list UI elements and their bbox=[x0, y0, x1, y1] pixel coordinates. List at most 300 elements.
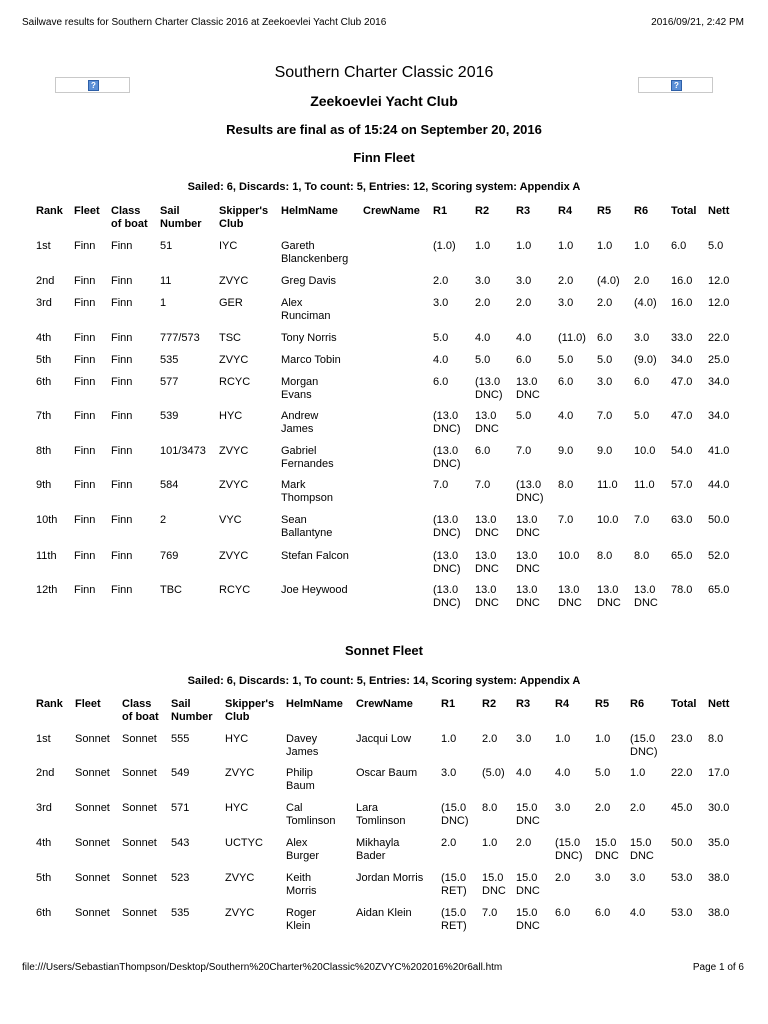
cell-r5: 5.0 bbox=[597, 354, 613, 366]
column-header-r5: R5 bbox=[597, 205, 612, 217]
cell-total: 63.0 bbox=[671, 514, 693, 526]
cell-total: 33.0 bbox=[671, 332, 693, 344]
cell-helm-name: Keith Morris bbox=[286, 872, 317, 897]
cell-club: ZVYC bbox=[225, 872, 255, 884]
column-header-r2: R2 bbox=[482, 698, 497, 710]
cell-r4: 5.0 bbox=[558, 354, 574, 366]
cell-r1: (13.0 DNC) bbox=[433, 514, 461, 539]
cell-r6: (15.0 DNC) bbox=[630, 733, 658, 758]
column-header-fleet: Fleet bbox=[74, 205, 100, 217]
column-header-r1: R1 bbox=[441, 698, 456, 710]
cell-class: Sonnet bbox=[122, 802, 157, 814]
cell-helm-name: Joe Heywood bbox=[281, 584, 348, 596]
cell-fleet: Finn bbox=[74, 479, 96, 491]
column-header-r3: R3 bbox=[516, 205, 531, 217]
cell-r4: 3.0 bbox=[558, 297, 574, 309]
cell-rank: 4th bbox=[36, 332, 52, 344]
cell-r5: 3.0 bbox=[595, 872, 611, 884]
cell-nett: 8.0 bbox=[708, 733, 724, 745]
cell-fleet: Finn bbox=[74, 410, 96, 422]
cell-r4: 10.0 bbox=[558, 550, 580, 562]
cell-club: ZVYC bbox=[219, 445, 249, 457]
cell-sail-number: 549 bbox=[171, 767, 190, 779]
column-header-club: Skipper's Club bbox=[225, 698, 275, 723]
column-header-total: Total bbox=[671, 205, 697, 217]
cell-crew-name: Jacqui Low bbox=[356, 733, 412, 745]
cell-class: Sonnet bbox=[122, 733, 157, 745]
column-header-r6: R6 bbox=[630, 698, 645, 710]
cell-r5: 2.0 bbox=[595, 802, 611, 814]
cell-rank: 8th bbox=[36, 445, 52, 457]
cell-r3: 3.0 bbox=[516, 733, 532, 745]
cell-club: RCYC bbox=[219, 584, 251, 596]
cell-r4: 6.0 bbox=[555, 907, 571, 919]
cell-class: Finn bbox=[111, 410, 133, 422]
cell-rank: 3rd bbox=[36, 802, 52, 814]
cell-class: Finn bbox=[111, 445, 133, 457]
cell-r2: 5.0 bbox=[475, 354, 491, 366]
cell-fleet: Sonnet bbox=[75, 907, 110, 919]
event-title: Southern Charter Classic 2016 bbox=[274, 64, 494, 81]
venue-name: Zeekoevlei Yacht Club bbox=[310, 93, 458, 109]
cell-helm-name: Tony Norris bbox=[281, 332, 337, 344]
cell-total: 16.0 bbox=[671, 275, 693, 287]
cell-rank: 5th bbox=[36, 354, 52, 366]
cell-club: HYC bbox=[225, 802, 249, 814]
cell-r1: 1.0 bbox=[441, 733, 457, 745]
cell-r6: (4.0) bbox=[634, 297, 657, 309]
column-header-total: Total bbox=[671, 698, 697, 710]
cell-r3: 4.0 bbox=[516, 332, 532, 344]
cell-total: 23.0 bbox=[671, 733, 693, 745]
cell-r4: 9.0 bbox=[558, 445, 574, 457]
cell-rank: 1st bbox=[36, 733, 51, 745]
cell-total: 54.0 bbox=[671, 445, 693, 457]
cell-r4: 7.0 bbox=[558, 514, 574, 526]
column-header-nett: Nett bbox=[708, 205, 730, 217]
cell-r1: 2.0 bbox=[433, 275, 449, 287]
column-header-r6: R6 bbox=[634, 205, 649, 217]
cell-class: Finn bbox=[111, 297, 133, 309]
help-icon: ? bbox=[88, 80, 99, 91]
cell-fleet: Finn bbox=[74, 550, 96, 562]
file-path: file:///Users/SebastianThompson/Desktop/Southern%20Charter%20Classic%20ZVYC%202016%20r6all.htm bbox=[22, 962, 503, 973]
column-header-helm-name: HelmName bbox=[286, 698, 343, 710]
cell-crew-name: Oscar Baum bbox=[356, 767, 418, 779]
column-header-class: Class of boat bbox=[111, 205, 148, 230]
cell-nett: 17.0 bbox=[708, 767, 730, 779]
cell-rank: 5th bbox=[36, 872, 52, 884]
cell-r1: (13.0 DNC) bbox=[433, 445, 461, 470]
cell-sail-number: 535 bbox=[160, 354, 179, 366]
cell-club: GER bbox=[219, 297, 243, 309]
cell-r2: 7.0 bbox=[482, 907, 498, 919]
cell-nett: 38.0 bbox=[708, 872, 730, 884]
cell-r2: 3.0 bbox=[475, 275, 491, 287]
cell-club: ZVYC bbox=[225, 907, 255, 919]
cell-fleet: Finn bbox=[74, 297, 96, 309]
cell-r2: 13.0 DNC bbox=[475, 550, 499, 575]
cell-r3: 15.0 DNC bbox=[516, 907, 540, 932]
cell-fleet: Finn bbox=[74, 332, 96, 344]
cell-total: 6.0 bbox=[671, 240, 687, 252]
cell-rank: 7th bbox=[36, 410, 52, 422]
cell-club: RCYC bbox=[219, 376, 251, 388]
cell-sail-number: 571 bbox=[171, 802, 190, 814]
cell-nett: 65.0 bbox=[708, 584, 730, 596]
cell-r6: 10.0 bbox=[634, 445, 656, 457]
cell-r3: 13.0 DNC bbox=[516, 550, 540, 575]
column-header-sail-number: Sail Number bbox=[171, 698, 213, 723]
column-header-rank: Rank bbox=[36, 698, 63, 710]
cell-r2: 2.0 bbox=[482, 733, 498, 745]
cell-fleet: Finn bbox=[74, 354, 96, 366]
cell-r1: 7.0 bbox=[433, 479, 449, 491]
cell-sail-number: 2 bbox=[160, 514, 167, 526]
cell-helm-name: Davey James bbox=[286, 733, 319, 758]
column-header-crew-name: CrewName bbox=[363, 205, 420, 217]
cell-sail-number: TBC bbox=[160, 584, 182, 596]
cell-r6: 2.0 bbox=[630, 802, 646, 814]
cell-r3: 3.0 bbox=[516, 275, 532, 287]
cell-r2: 7.0 bbox=[475, 479, 491, 491]
cell-nett: 35.0 bbox=[708, 837, 730, 849]
cell-r5: 10.0 bbox=[597, 514, 619, 526]
cell-sail-number: 11 bbox=[160, 275, 172, 287]
cell-r2: 8.0 bbox=[482, 802, 498, 814]
column-header-class: Class of boat bbox=[122, 698, 159, 723]
cell-sail-number: 577 bbox=[160, 376, 179, 388]
cell-total: 57.0 bbox=[671, 479, 693, 491]
cell-r6: 11.0 bbox=[634, 479, 655, 491]
cell-sail-number: 535 bbox=[171, 907, 190, 919]
cell-r1: (13.0 DNC) bbox=[433, 410, 461, 435]
cell-rank: 1st bbox=[36, 240, 51, 252]
cell-rank: 2nd bbox=[36, 275, 55, 287]
cell-nett: 44.0 bbox=[708, 479, 730, 491]
cell-r6: 8.0 bbox=[634, 550, 650, 562]
cell-nett: 52.0 bbox=[708, 550, 730, 562]
cell-total: 16.0 bbox=[671, 297, 693, 309]
cell-fleet: Sonnet bbox=[75, 802, 110, 814]
cell-class: Finn bbox=[111, 240, 133, 252]
column-header-fleet: Fleet bbox=[75, 698, 101, 710]
cell-r2: 6.0 bbox=[475, 445, 491, 457]
cell-r2: 4.0 bbox=[475, 332, 491, 344]
cell-rank: 3rd bbox=[36, 297, 52, 309]
cell-r5: 7.0 bbox=[597, 410, 613, 422]
cell-class: Sonnet bbox=[122, 837, 157, 849]
cell-total: 34.0 bbox=[671, 354, 693, 366]
cell-r6: 7.0 bbox=[634, 514, 650, 526]
cell-helm-name: Greg Davis bbox=[281, 275, 337, 287]
cell-sail-number: 543 bbox=[171, 837, 190, 849]
column-header-r3: R3 bbox=[516, 698, 531, 710]
cell-class: Finn bbox=[111, 332, 133, 344]
cell-sail-number: 769 bbox=[160, 550, 179, 562]
cell-total: 22.0 bbox=[671, 767, 693, 779]
cell-r4: 4.0 bbox=[558, 410, 574, 422]
cell-r2: 15.0 DNC bbox=[482, 872, 506, 897]
cell-helm-name: Mark Thompson bbox=[281, 479, 333, 504]
cell-r4: 13.0 DNC bbox=[558, 584, 582, 609]
cell-helm-name: Roger Klein bbox=[286, 907, 316, 932]
cell-r4: 2.0 bbox=[555, 872, 571, 884]
cell-r3: 6.0 bbox=[516, 354, 532, 366]
help-icon: ? bbox=[671, 80, 682, 91]
cell-r1: 3.0 bbox=[441, 767, 457, 779]
column-header-club: Skipper's Club bbox=[219, 205, 269, 230]
cell-r3: 2.0 bbox=[516, 837, 532, 849]
column-header-crew-name: CrewName bbox=[356, 698, 413, 710]
cell-club: HYC bbox=[219, 410, 243, 422]
cell-total: 50.0 bbox=[671, 837, 693, 849]
cell-class: Finn bbox=[111, 275, 133, 287]
cell-fleet: Sonnet bbox=[75, 767, 110, 779]
cell-rank: 6th bbox=[36, 907, 52, 919]
cell-helm-name: Cal Tomlinson bbox=[286, 802, 336, 827]
cell-crew-name: Aidan Klein bbox=[356, 907, 412, 919]
cell-sail-number: 539 bbox=[160, 410, 179, 422]
cell-nett: 34.0 bbox=[708, 376, 730, 388]
cell-nett: 38.0 bbox=[708, 907, 730, 919]
cell-r4: 2.0 bbox=[558, 275, 574, 287]
page-number: Page 1 of 6 bbox=[692, 962, 744, 973]
cell-crew-name: Mikhayla Bader bbox=[356, 837, 400, 862]
cell-helm-name: Philip Baum bbox=[286, 767, 315, 792]
cell-helm-name: Gareth Blanckenberg bbox=[281, 240, 349, 265]
cell-r2: (5.0) bbox=[482, 767, 505, 779]
cell-helm-name: Sean Ballantyne bbox=[281, 514, 333, 539]
cell-r5: (4.0) bbox=[597, 275, 620, 287]
cell-crew-name: Jordan Morris bbox=[356, 872, 424, 884]
cell-fleet: Sonnet bbox=[75, 837, 110, 849]
cell-r3: (13.0 DNC) bbox=[516, 479, 544, 504]
cell-club: ZVYC bbox=[219, 275, 249, 287]
cell-nett: 30.0 bbox=[708, 802, 730, 814]
cell-r5: 11.0 bbox=[597, 479, 618, 491]
cell-r2: 2.0 bbox=[475, 297, 491, 309]
cell-club: HYC bbox=[225, 733, 249, 745]
cell-helm-name: Stefan Falcon bbox=[281, 550, 349, 562]
cell-rank: 10th bbox=[36, 514, 58, 526]
cell-class: Finn bbox=[111, 584, 133, 596]
cell-r1: (13.0 DNC) bbox=[433, 550, 461, 575]
cell-nett: 22.0 bbox=[708, 332, 730, 344]
cell-r4: (15.0 DNC) bbox=[555, 837, 583, 862]
cell-fleet: Finn bbox=[74, 376, 96, 388]
cell-sail-number: 777/573 bbox=[160, 332, 200, 344]
cell-r5: 3.0 bbox=[597, 376, 613, 388]
cell-r3: 13.0 DNC bbox=[516, 514, 540, 539]
cell-nett: 34.0 bbox=[708, 410, 730, 422]
cell-sail-number: 555 bbox=[171, 733, 190, 745]
cell-sail-number: 51 bbox=[160, 240, 173, 252]
column-header-r5: R5 bbox=[595, 698, 610, 710]
cell-r1: 3.0 bbox=[433, 297, 449, 309]
cell-club: IYC bbox=[219, 240, 238, 252]
cell-club: ZVYC bbox=[219, 550, 249, 562]
cell-r3: 15.0 DNC bbox=[516, 802, 540, 827]
cell-nett: 5.0 bbox=[708, 240, 724, 252]
column-header-helm-name: HelmName bbox=[281, 205, 338, 217]
cell-club: UCTYC bbox=[225, 837, 263, 849]
cell-r5: 5.0 bbox=[595, 767, 611, 779]
cell-r4: 6.0 bbox=[558, 376, 574, 388]
cell-r3: 13.0 DNC bbox=[516, 584, 540, 609]
cell-fleet: Finn bbox=[74, 240, 96, 252]
cell-fleet: Finn bbox=[74, 445, 96, 457]
cell-helm-name: Gabriel Fernandes bbox=[281, 445, 334, 470]
cell-r5: 6.0 bbox=[597, 332, 613, 344]
cell-r5: 6.0 bbox=[595, 907, 611, 919]
cell-r5: 1.0 bbox=[597, 240, 613, 252]
cell-r6: 2.0 bbox=[634, 275, 650, 287]
cell-r4: 1.0 bbox=[555, 733, 571, 745]
cell-total: 47.0 bbox=[671, 376, 693, 388]
cell-total: 65.0 bbox=[671, 550, 693, 562]
cell-r3: 7.0 bbox=[516, 445, 532, 457]
cell-total: 47.0 bbox=[671, 410, 693, 422]
cell-club: ZVYC bbox=[225, 767, 255, 779]
cell-fleet: Finn bbox=[74, 275, 96, 287]
cell-nett: 12.0 bbox=[708, 275, 730, 287]
cell-total: 53.0 bbox=[671, 872, 693, 884]
cell-r5: 2.0 bbox=[597, 297, 613, 309]
cell-r3: 13.0 DNC bbox=[516, 376, 540, 401]
cell-r1: 2.0 bbox=[441, 837, 457, 849]
cell-r4: 1.0 bbox=[558, 240, 574, 252]
cell-class: Finn bbox=[111, 354, 133, 366]
column-header-nett: Nett bbox=[708, 698, 730, 710]
cell-r1: (15.0 RET) bbox=[441, 907, 467, 932]
results-status: Results are final as of 15:24 on September 20, 2016 bbox=[226, 122, 542, 137]
cell-r1: (15.0 RET) bbox=[441, 872, 467, 897]
cell-helm-name: Andrew James bbox=[281, 410, 319, 435]
cell-r3: 5.0 bbox=[516, 410, 532, 422]
cell-fleet: Finn bbox=[74, 514, 96, 526]
cell-rank: 2nd bbox=[36, 767, 55, 779]
sonnet-fleet-title: Sonnet Fleet bbox=[344, 643, 423, 658]
cell-r5: 1.0 bbox=[595, 733, 611, 745]
cell-r1: (15.0 DNC) bbox=[441, 802, 469, 827]
column-header-r4: R4 bbox=[555, 698, 570, 710]
cell-class: Finn bbox=[111, 514, 133, 526]
cell-rank: 12th bbox=[36, 584, 58, 596]
column-header-r1: R1 bbox=[433, 205, 448, 217]
cell-crew-name: Lara Tomlinson bbox=[356, 802, 406, 827]
cell-r5: 9.0 bbox=[597, 445, 613, 457]
cell-helm-name: Alex Burger bbox=[286, 837, 320, 862]
cell-r6: (9.0) bbox=[634, 354, 657, 366]
cell-r4: (11.0) bbox=[558, 332, 586, 344]
column-header-r2: R2 bbox=[475, 205, 490, 217]
cell-r6: 13.0 DNC bbox=[634, 584, 658, 609]
cell-r2: 1.0 bbox=[475, 240, 491, 252]
finn-fleet-summary: Sailed: 6, Discards: 1, To count: 5, Entries: 12, Scoring system: Appendix A bbox=[187, 181, 581, 193]
cell-r4: 4.0 bbox=[555, 767, 571, 779]
cell-r1: 4.0 bbox=[433, 354, 449, 366]
cell-r6: 3.0 bbox=[634, 332, 650, 344]
cell-total: 53.0 bbox=[671, 907, 693, 919]
cell-r1: (1.0) bbox=[433, 240, 456, 252]
cell-r6: 15.0 DNC bbox=[630, 837, 654, 862]
cell-r2: 1.0 bbox=[482, 837, 498, 849]
cell-r1: (13.0 DNC) bbox=[433, 584, 461, 609]
cell-r5: 8.0 bbox=[597, 550, 613, 562]
cell-r3: 2.0 bbox=[516, 297, 532, 309]
cell-rank: 4th bbox=[36, 837, 52, 849]
column-header-sail-number: Sail Number bbox=[160, 205, 202, 230]
cell-r5: 13.0 DNC bbox=[597, 584, 621, 609]
cell-helm-name: Marco Tobin bbox=[281, 354, 341, 366]
cell-r6: 1.0 bbox=[630, 767, 646, 779]
cell-class: Finn bbox=[111, 376, 133, 388]
cell-rank: 6th bbox=[36, 376, 52, 388]
cell-sail-number: 584 bbox=[160, 479, 179, 491]
cell-class: Sonnet bbox=[122, 907, 157, 919]
cell-r4: 8.0 bbox=[558, 479, 574, 491]
finn-fleet-title: Finn Fleet bbox=[353, 150, 415, 165]
cell-rank: 9th bbox=[36, 479, 52, 491]
cell-club: ZVYC bbox=[219, 354, 249, 366]
cell-r6: 1.0 bbox=[634, 240, 650, 252]
cell-nett: 50.0 bbox=[708, 514, 730, 526]
cell-class: Finn bbox=[111, 550, 133, 562]
cell-fleet: Finn bbox=[74, 584, 96, 596]
cell-r1: 6.0 bbox=[433, 376, 449, 388]
cell-r5: 15.0 DNC bbox=[595, 837, 619, 862]
cell-r2: 13.0 DNC bbox=[475, 410, 499, 435]
cell-r3: 1.0 bbox=[516, 240, 532, 252]
cell-class: Finn bbox=[111, 479, 133, 491]
cell-sail-number: 1 bbox=[160, 297, 167, 309]
cell-r6: 5.0 bbox=[634, 410, 650, 422]
column-header-r4: R4 bbox=[558, 205, 573, 217]
print-timestamp: 2016/09/21, 2:42 PM bbox=[651, 17, 744, 28]
cell-r3: 15.0 DNC bbox=[516, 872, 540, 897]
cell-club: ZVYC bbox=[219, 479, 249, 491]
cell-fleet: Sonnet bbox=[75, 872, 110, 884]
cell-class: Sonnet bbox=[122, 872, 157, 884]
cell-r6: 6.0 bbox=[634, 376, 650, 388]
cell-rank: 11th bbox=[36, 550, 57, 562]
cell-class: Sonnet bbox=[122, 767, 157, 779]
cell-r3: 4.0 bbox=[516, 767, 532, 779]
cell-fleet: Sonnet bbox=[75, 733, 110, 745]
cell-r2: 13.0 DNC bbox=[475, 584, 499, 609]
cell-r6: 4.0 bbox=[630, 907, 646, 919]
cell-helm-name: Morgan Evans bbox=[281, 376, 319, 401]
cell-r1: 5.0 bbox=[433, 332, 449, 344]
cell-sail-number: 101/3473 bbox=[160, 445, 206, 457]
cell-r4: 3.0 bbox=[555, 802, 571, 814]
cell-sail-number: 523 bbox=[171, 872, 190, 884]
cell-r6: 3.0 bbox=[630, 872, 646, 884]
cell-r2: (13.0 DNC) bbox=[475, 376, 503, 401]
cell-r2: 13.0 DNC bbox=[475, 514, 499, 539]
sonnet-fleet-summary: Sailed: 6, Discards: 1, To count: 5, Entries: 14, Scoring system: Appendix A bbox=[187, 675, 581, 687]
cell-nett: 25.0 bbox=[708, 354, 730, 366]
cell-helm-name: Alex Runciman bbox=[281, 297, 331, 322]
cell-club: TSC bbox=[219, 332, 241, 344]
cell-club: VYC bbox=[219, 514, 242, 526]
cell-total: 78.0 bbox=[671, 584, 693, 596]
cell-nett: 12.0 bbox=[708, 297, 730, 309]
cell-nett: 41.0 bbox=[708, 445, 730, 457]
cell-total: 45.0 bbox=[671, 802, 693, 814]
column-header-rank: Rank bbox=[36, 205, 63, 217]
